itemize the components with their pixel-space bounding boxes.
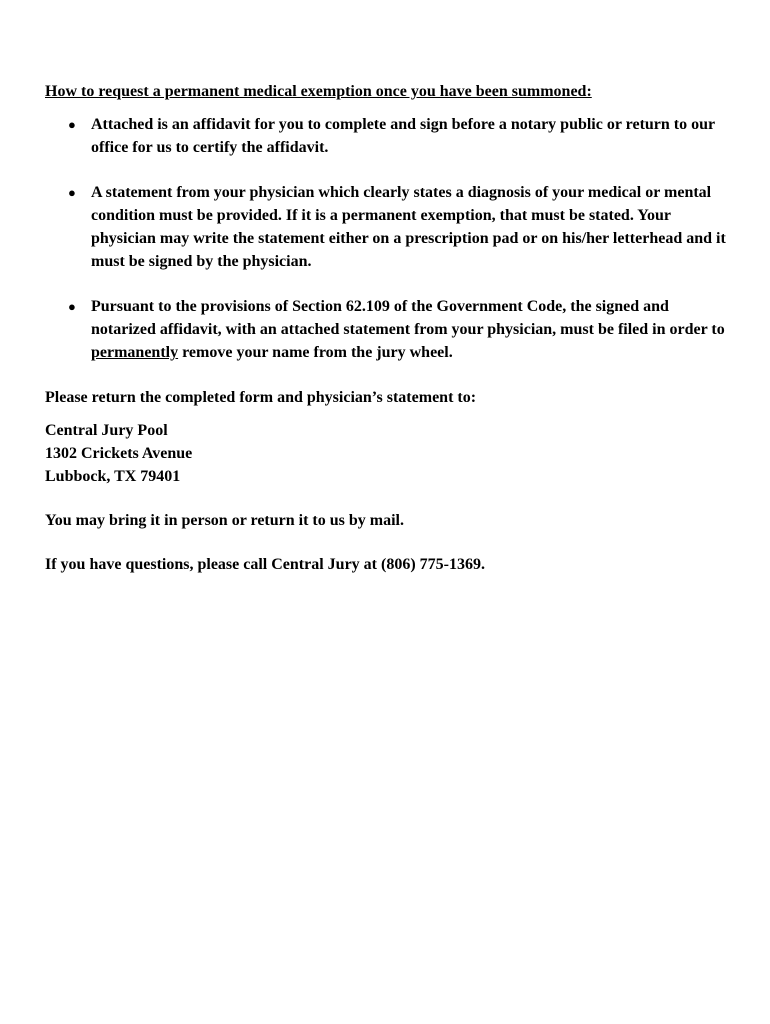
- list-item: [45, 113, 735, 159]
- emphasized-word: permanently: [91, 344, 179, 361]
- list-item: [45, 295, 735, 364]
- list-item-text-before: Pursuant to the provisions of Section 62.109 of the Government Code, the signed and notarized affidavit, with an attached statement from your physician, must be filed in order to: [91, 298, 725, 338]
- return-instruction: Please return the completed form and physician’s statement to:: [45, 389, 477, 406]
- mailing-address: [45, 419, 735, 488]
- list-item-text-after: remove your name from the jury wheel.: [178, 344, 453, 361]
- page-title: How to request a permanent medical exemption once you have been summoned:: [45, 83, 592, 100]
- address-city-state-zip: Lubbock, TX 79401: [45, 468, 181, 485]
- questions-note: If you have questions, please call Central Jury at (806) 775-1369.: [45, 556, 485, 573]
- address-name: Central Jury Pool: [45, 422, 168, 439]
- list-item: [45, 181, 735, 273]
- list-item-text: Attached is an affidavit for you to complete and sign before a notary public or return to our office for us to certify the affidavit.: [91, 116, 715, 156]
- bullet-icon: ●: [68, 185, 76, 200]
- requirements-list: [45, 113, 735, 364]
- list-item-text: A statement from your physician which clearly states a diagnosis of your medical or mental condition must be provided. If it is a permanent exemption, that must be stated. Your physician may write the statement either on a prescription pad or on his/her letterhead and it must be signed by the physician.: [91, 184, 726, 270]
- bullet-icon: ●: [68, 117, 76, 132]
- delivery-note: You may bring it in person or return it to us by mail.: [45, 512, 404, 529]
- address-street: 1302 Crickets Avenue: [45, 445, 193, 462]
- document-page: [45, 80, 735, 576]
- bullet-icon: ●: [68, 299, 76, 314]
